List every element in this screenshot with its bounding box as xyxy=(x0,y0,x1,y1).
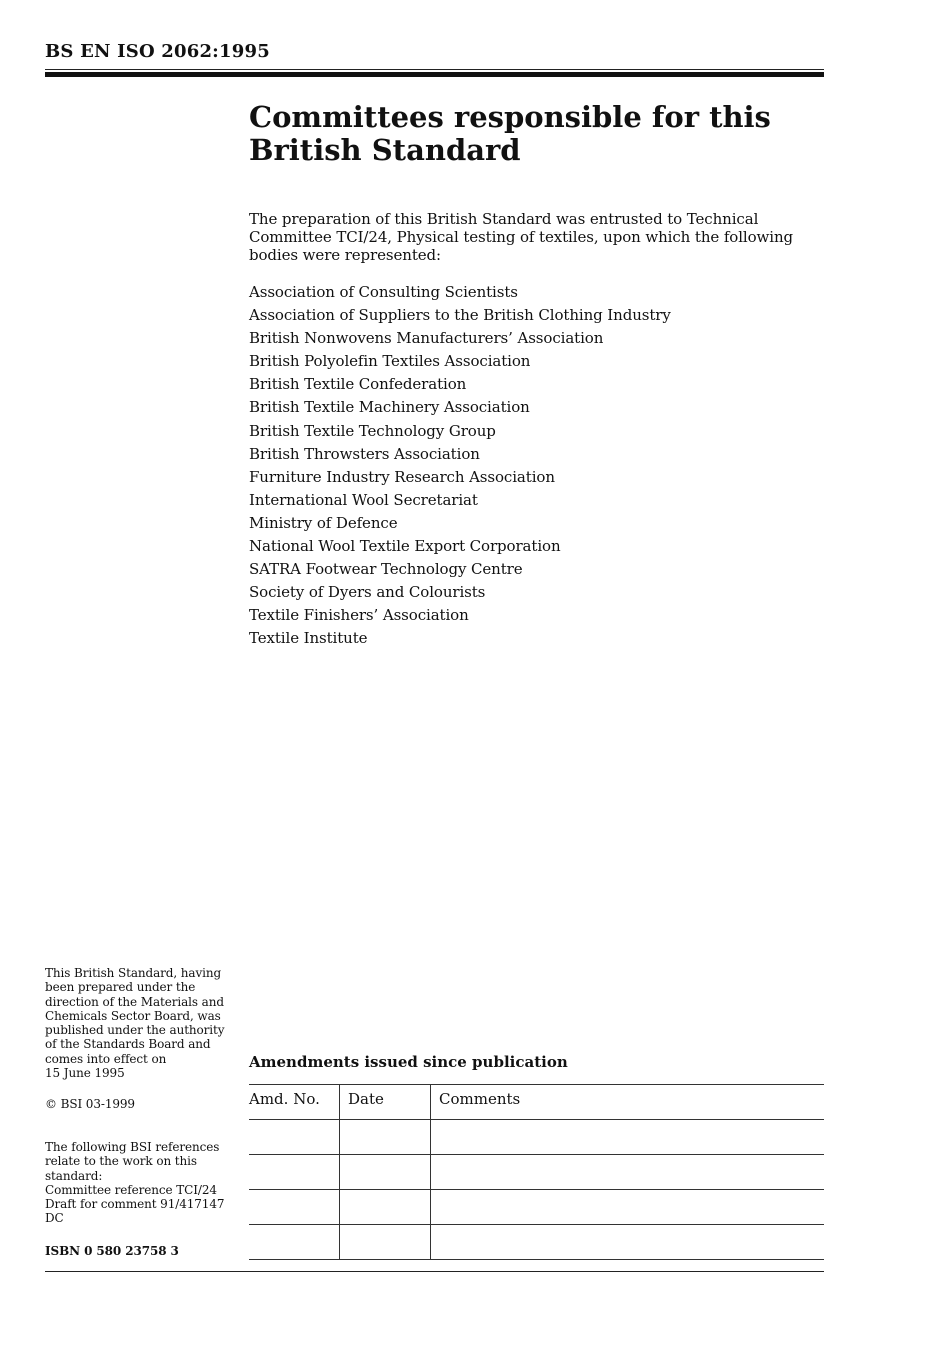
organization-item: Textile Institute xyxy=(249,629,368,648)
table-row xyxy=(249,1190,824,1225)
table-row xyxy=(249,1120,824,1155)
organization-item: Ministry of Defence xyxy=(249,513,398,532)
statement-line: published under the authority xyxy=(45,1023,225,1038)
reference-line: Committee reference TCI/24 xyxy=(45,1182,217,1197)
copyright-notice: © BSI 03-1999 xyxy=(45,1097,135,1111)
table-cell xyxy=(249,1225,340,1260)
table-cell xyxy=(249,1120,340,1155)
amendments-table xyxy=(249,1084,824,1260)
table-cell xyxy=(431,1190,825,1225)
organization-item: Society of Dyers and Colourists xyxy=(249,583,486,602)
amendments-heading: Amendments issued since publication xyxy=(249,1053,568,1071)
organization-item: Furniture Industry Research Association xyxy=(249,467,555,486)
column-header-amd-no: Amd. No. xyxy=(249,1090,320,1108)
bsi-references xyxy=(45,1140,245,1226)
organization-item: British Nonwovens Manufacturers’ Association xyxy=(249,329,604,348)
footer-rule xyxy=(45,1271,824,1272)
title-line-2: British Standard xyxy=(249,133,521,167)
organization-item: British Textile Confederation xyxy=(249,375,467,394)
organization-item: British Polyolefin Textiles Association xyxy=(249,352,531,371)
statement-line: Chemicals Sector Board, was xyxy=(45,1008,221,1023)
table-row xyxy=(249,1155,824,1190)
organization-item: Textile Finishers’ Association xyxy=(249,606,469,625)
organization-item: Association of Suppliers to the British Clothing Industry xyxy=(249,306,671,325)
table-header-row xyxy=(249,1085,824,1120)
table-cell xyxy=(340,1190,431,1225)
statement-line: This British Standard, having xyxy=(45,966,222,980)
statement-line: comes into effect on xyxy=(45,1051,167,1066)
organization-list xyxy=(249,281,671,651)
table-cell xyxy=(431,1120,825,1155)
reference-line: Draft for comment 91/417147 DC xyxy=(45,1197,225,1226)
document-id: BS EN ISO 2062:1995 xyxy=(45,41,270,62)
publication-statement xyxy=(45,966,245,1080)
statement-line: of the Standards Board and xyxy=(45,1037,211,1052)
reference-line: relate to the work on this xyxy=(45,1154,197,1169)
reference-line: standard: xyxy=(45,1168,103,1183)
organization-item: SATRA Footwear Technology Centre xyxy=(249,560,523,579)
reference-line: The following BSI references xyxy=(45,1140,220,1154)
table-row xyxy=(249,1225,824,1260)
statement-line: 15 June 1995 xyxy=(45,1066,125,1081)
table-cell xyxy=(431,1155,825,1190)
table-cell xyxy=(249,1155,340,1190)
page-title xyxy=(249,101,809,167)
title-line-1: Committees responsible for this xyxy=(249,100,771,134)
header-rule-thick xyxy=(45,72,824,77)
organization-item: British Textile Machinery Association xyxy=(249,398,530,417)
table-cell xyxy=(340,1225,431,1260)
statement-line: direction of the Materials and xyxy=(45,994,224,1009)
table-cell xyxy=(249,1190,340,1225)
column-header-comments: Comments xyxy=(431,1085,825,1120)
organization-item: Association of Consulting Scientists xyxy=(249,283,518,301)
intro-paragraph: The preparation of this British Standard was entrusted to Technical Committee TCI/24, Physical testing of textiles, upon which the following bodies were represented: xyxy=(249,210,794,264)
header-rule-thin xyxy=(45,69,824,70)
table-cell xyxy=(340,1155,431,1190)
statement-line: been prepared under the xyxy=(45,980,196,995)
isbn: ISBN 0 580 23758 3 xyxy=(45,1244,179,1258)
organization-item: British Throwsters Association xyxy=(249,444,480,463)
organization-item: British Textile Technology Group xyxy=(249,421,496,440)
column-header-date: Date xyxy=(340,1085,431,1120)
table-cell xyxy=(431,1225,825,1260)
organization-item: International Wool Secretariat xyxy=(249,490,478,509)
table-cell xyxy=(340,1120,431,1155)
organization-item: National Wool Textile Export Corporation xyxy=(249,537,561,556)
